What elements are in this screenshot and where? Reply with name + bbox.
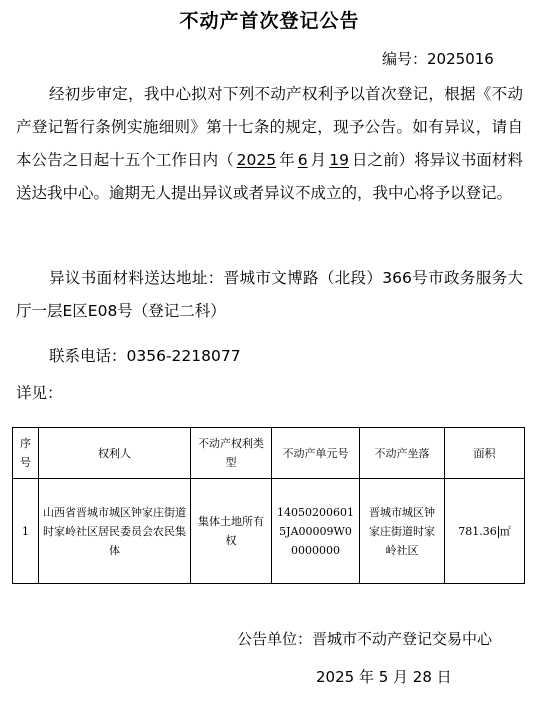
row-right-type: 集体土地所有权: [191, 479, 272, 584]
deadline-year-unit: 年: [279, 151, 295, 169]
table-header-row: [13, 428, 525, 479]
row-unit-no: 140502006015JA00009W00000000: [272, 479, 360, 584]
notice-body-lead: 经初步审定，我中心拟对下列不动产权利予以首次登记，根据《不动产登记暂行条例实施细则》第十七条的规定，现予公告。如有异议，请自本公告之日起十五个工作日内（: [16, 85, 523, 169]
deadline-month-unit: 月: [310, 151, 327, 169]
contact-phone-label: 联系电话：: [49, 347, 127, 365]
notice-title: 不动产首次登记公告: [179, 10, 360, 32]
document-number-label: 编号：: [382, 50, 428, 68]
deadline-month: 6: [297, 151, 308, 169]
row-location: 晋城市城区钟家庄街道时家岭社区: [360, 479, 445, 584]
column-header-location: 不动产坐落: [360, 428, 445, 479]
notice-body-tail: 日之前）将异议书面材料送达我中心。逾期无人提出异议或者异议不成立的，我中心将予以登记。: [16, 151, 523, 202]
issuing-unit: [237, 628, 492, 649]
column-header-right-type: 不动产权利类型: [191, 428, 272, 479]
column-header-area: 面积: [445, 428, 525, 479]
deadline-day: 19: [329, 151, 349, 169]
row-area-unit: ㎡: [499, 524, 511, 538]
notice-body-paragraph: [16, 78, 523, 210]
table-row: [13, 479, 525, 584]
deadline-year: 2025: [236, 151, 277, 169]
objection-address-paragraph: 异议书面材料送达地址：晋城市文博路（北段）366号市政务服务大厅一层E区E08号（登记二科）: [16, 269, 523, 320]
contact-phone-paragraph: [16, 340, 523, 373]
row-holder: 山西省晋城市城区钟家庄街道时家岭社区居民委员会农民集体: [39, 479, 191, 584]
document-number-value: 2025016: [427, 50, 494, 68]
row-area: [445, 479, 525, 584]
issuing-unit-label: 公告单位：: [237, 630, 313, 648]
contact-phone-number: 0356-2218077: [126, 347, 241, 365]
text-cursor: [498, 526, 499, 538]
issue-date: 2025 年 5 月 28 日: [316, 668, 452, 686]
row-area-value: 781.36: [458, 524, 497, 538]
column-header-unit-no: 不动产单元号: [272, 428, 360, 479]
document-number: [382, 48, 494, 69]
column-header-holder: 权利人: [39, 428, 191, 479]
row-index: 1: [13, 479, 39, 584]
column-header-index: 序号: [13, 428, 39, 479]
property-detail-table: [12, 427, 525, 584]
issuing-unit-name: 晋城市不动产登记交易中心: [312, 630, 493, 648]
details-label: 详见：: [16, 384, 63, 402]
